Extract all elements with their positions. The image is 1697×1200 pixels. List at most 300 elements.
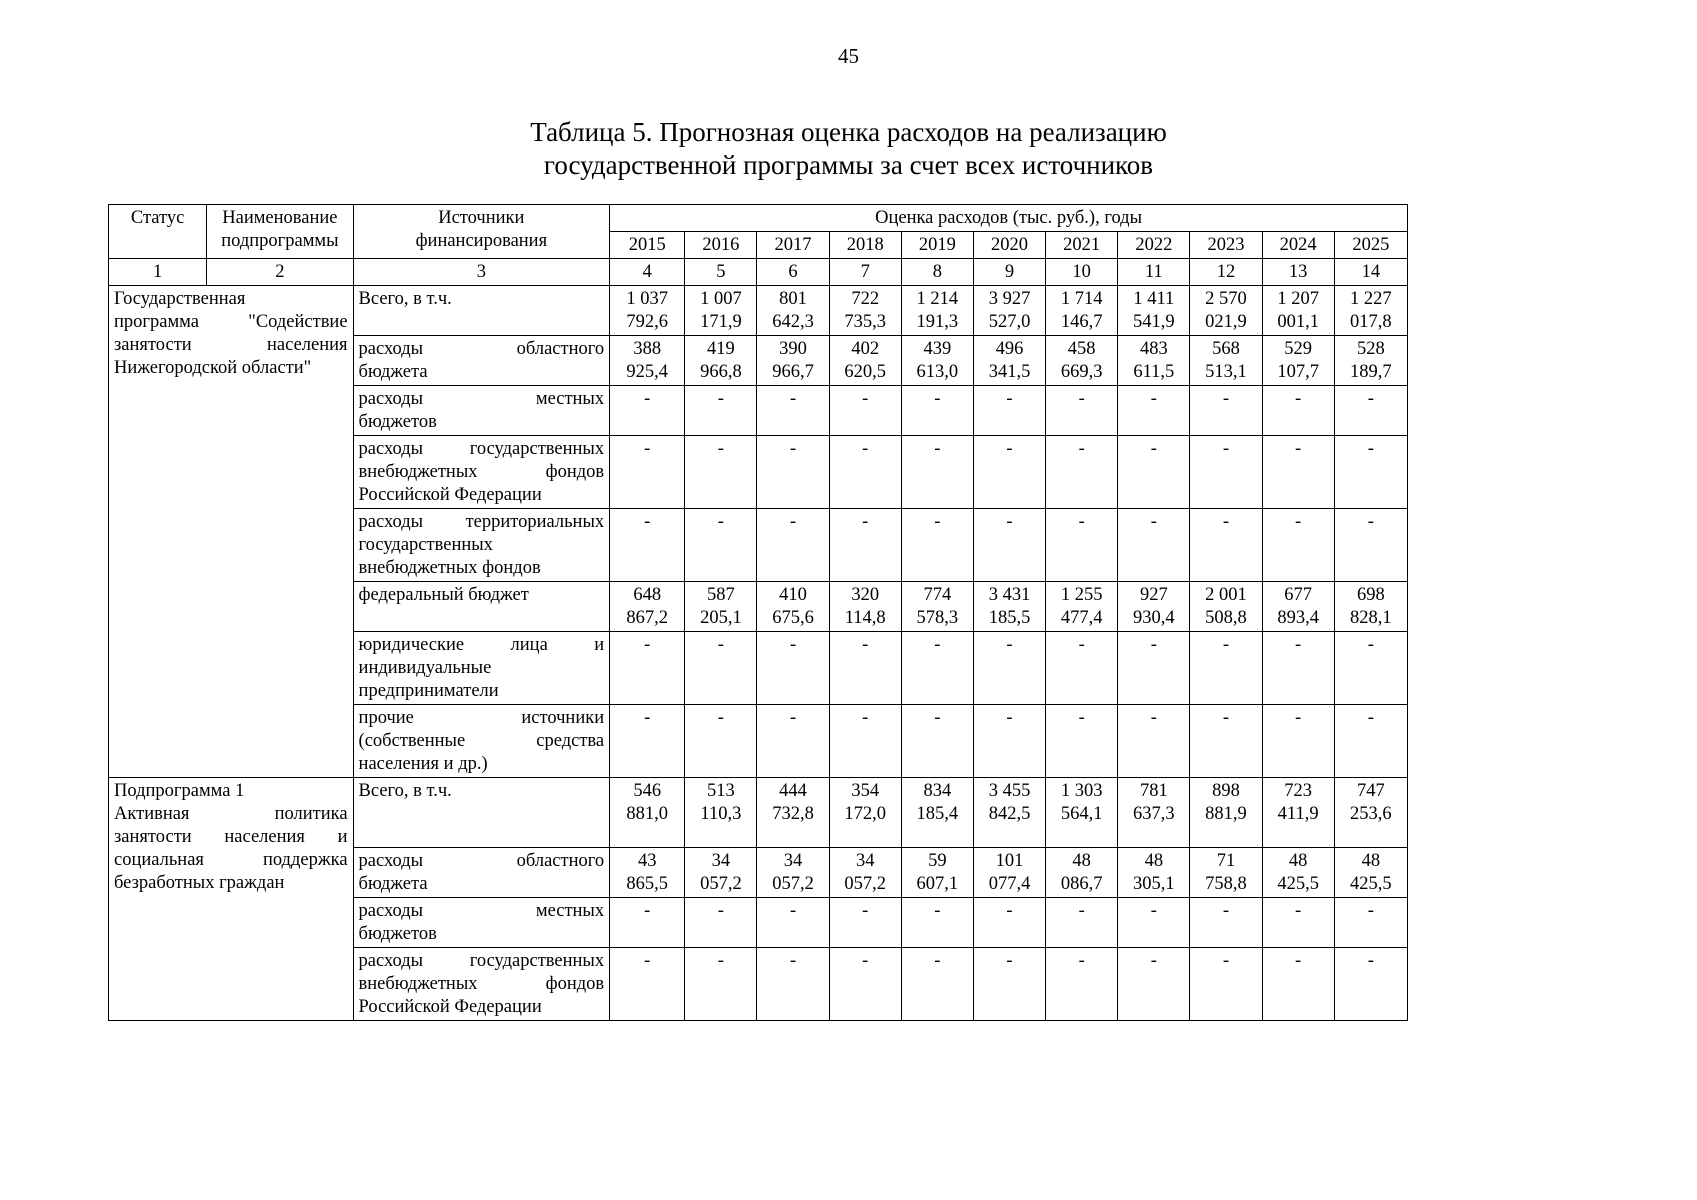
value-cell [1262,898,1334,948]
program-status-line: занятости населения и [114,827,348,847]
value-part: 172,0 [844,804,886,824]
value-part: - [717,439,724,459]
column-number: 4 [610,259,685,286]
header-sources [353,205,610,259]
value-cell [685,386,757,436]
value-cell [1118,509,1190,582]
value-cell [685,705,757,778]
value-cell [685,436,757,509]
value-cell [901,582,973,632]
value-cell [610,898,685,948]
value-cell [610,632,685,705]
value-cell [1334,582,1407,632]
value-cell [901,778,973,848]
value-cell [1190,778,1262,848]
value-cell [1334,286,1407,336]
value-part: 834 [923,781,952,801]
value-part: 057,2 [772,874,814,894]
value-part: 001,1 [1277,312,1319,332]
value-part: - [717,901,724,921]
value-part: 48 [1072,851,1091,871]
value-part: - [862,512,869,532]
table-body [109,286,1408,1021]
value-part: 675,6 [772,608,814,628]
header-year: 2023 [1190,232,1262,259]
value-cell [1262,386,1334,436]
value-part: 458 [1067,339,1096,359]
value-part: 735,3 [844,312,886,332]
value-part: - [934,951,941,971]
value-part: - [934,901,941,921]
value-part: 101 [995,851,1024,871]
value-part: 057,2 [700,874,742,894]
value-part: 587 [707,585,735,605]
value-cell [829,509,901,582]
funding-source-line: предприниматели [358,681,499,701]
value-part: - [1006,635,1013,655]
value-cell [1046,705,1118,778]
value-cell [1118,582,1190,632]
column-number: 14 [1334,259,1407,286]
header-year: 2015 [610,232,685,259]
column-number: 3 [353,259,610,286]
value-part: 59 [928,851,947,871]
value-part: 927 [1139,585,1168,605]
header-row [109,205,1408,232]
value-part: - [1295,901,1302,921]
value-part: - [717,389,724,409]
value-cell [757,632,829,705]
funding-source-line: Российской Федерации [358,485,542,505]
value-part: 320 [851,585,880,605]
table-row [109,778,1408,848]
value-part: 513,1 [1205,362,1247,382]
value-part: 021,9 [1205,312,1247,332]
value-part: 341,5 [988,362,1031,382]
value-cell [1046,509,1118,582]
value-cell [1262,336,1334,386]
value-part: - [1367,951,1374,971]
value-part: 893,4 [1277,608,1319,628]
funding-source-line: расходы государственных [358,951,605,971]
funding-source-cell [353,336,610,386]
value-part: - [862,708,869,728]
value-part: 677 [1284,585,1312,605]
value-cell [973,898,1045,948]
value-cell [901,898,973,948]
value-cell [829,336,901,386]
value-cell [1046,948,1118,1021]
value-cell [1046,286,1118,336]
value-part: 3 455 [988,781,1031,801]
funding-source-line: Всего, в т.ч. [358,781,452,801]
value-cell [1118,436,1190,509]
value-part: - [1222,512,1230,532]
value-cell [829,436,901,509]
value-part: - [1150,708,1157,728]
value-part: 114,8 [844,608,886,628]
value-cell [901,336,973,386]
value-cell [757,336,829,386]
funding-source-cell [353,436,610,509]
value-cell [685,848,757,898]
value-cell [1190,948,1262,1021]
value-cell [610,582,685,632]
header-subprogram-name [207,205,353,259]
value-cell [1118,632,1190,705]
value-part: 189,7 [1350,362,1392,382]
funding-source-line: Российской Федерации [358,997,542,1017]
value-part: 3 927 [988,289,1031,309]
value-part: - [1150,901,1157,921]
value-cell [610,336,685,386]
value-cell [610,705,685,778]
value-part: - [934,389,941,409]
value-cell [610,948,685,1021]
value-part: 607,1 [916,874,959,894]
value-part: - [717,708,724,728]
value-cell [1046,848,1118,898]
funding-source-line: внебюджетных фондов [358,974,605,994]
funding-source-cell [353,286,610,336]
value-part: - [1367,439,1374,459]
value-part: - [862,635,869,655]
value-cell [973,632,1045,705]
funding-source-line: расходы местных [358,901,605,921]
value-part: 439 [923,339,952,359]
value-part: - [1367,635,1374,655]
value-part: 2 001 [1205,585,1247,605]
funding-source-line: внебюджетных фондов [358,558,541,578]
funding-source-line: Всего, в т.ч. [358,289,452,309]
header-subprogram-name-line: подпрограммы [221,231,339,251]
value-part: - [1150,951,1157,971]
value-part: - [1150,512,1157,532]
header-year: 2018 [829,232,901,259]
value-part: 444 [779,781,807,801]
value-cell [1046,898,1118,948]
value-part: 513 [707,781,735,801]
value-cell [1118,778,1190,848]
value-part: 613,0 [916,362,959,382]
column-number: 6 [757,259,829,286]
value-cell [685,898,757,948]
value-cell [1046,632,1118,705]
value-part: 34 [855,851,875,871]
value-cell [757,778,829,848]
value-part: 723 [1284,781,1312,801]
funding-source-cell [353,898,610,948]
value-part: - [1078,901,1085,921]
value-part: 1 303 [1060,781,1103,801]
value-cell [1262,948,1334,1021]
value-cell [1046,582,1118,632]
value-part: - [1295,708,1302,728]
header-subprogram-name-line: Наименование [222,208,338,228]
value-part: 1 207 [1277,289,1319,309]
value-cell [1262,778,1334,848]
value-part: 774 [923,585,952,605]
value-part: 758,8 [1205,874,1247,894]
value-cell [610,386,685,436]
funding-source-line: прочие источники [358,708,605,728]
funding-source-cell [353,848,610,898]
value-part: 930,4 [1133,608,1175,628]
value-cell [1118,286,1190,336]
value-part: - [717,512,724,532]
value-part: 1 214 [916,289,959,309]
funding-source-cell [353,509,610,582]
value-part: - [789,708,797,728]
value-cell [1334,386,1407,436]
funding-source-cell [353,948,610,1021]
column-number: 5 [685,259,757,286]
value-part: 086,7 [1060,874,1103,894]
value-part: 34 [711,851,731,871]
funding-source-line: бюджетов [358,924,437,944]
value-part: 107,7 [1277,362,1319,382]
value-part: 483 [1139,339,1168,359]
column-numbers-row [109,259,1408,286]
value-part: - [644,512,651,532]
value-part: - [789,512,797,532]
value-part: 747 [1356,781,1385,801]
value-cell [1262,705,1334,778]
value-cell [901,509,973,582]
value-cell [1190,632,1262,705]
value-cell [901,948,973,1021]
funding-source-line: расходы территориальных [358,512,605,532]
value-part: 185,4 [916,804,959,824]
column-number: 10 [1046,259,1118,286]
value-part: 305,1 [1133,874,1175,894]
value-part: 867,2 [626,608,669,628]
value-cell [1190,898,1262,948]
value-cell [1334,632,1407,705]
program-status-line: Подпрограмма 1 [114,781,245,801]
value-part: 48 [1144,851,1164,871]
value-part: 1 255 [1060,585,1103,605]
value-part: - [1006,901,1013,921]
value-part: 648 [633,585,662,605]
value-part: 146,7 [1060,312,1103,332]
value-part: 48 [1288,851,1308,871]
value-part: 1 227 [1350,289,1392,309]
funding-source-line: государственных [358,535,493,555]
value-cell [610,436,685,509]
value-cell [610,848,685,898]
value-cell [1334,948,1407,1021]
program-status-line: социальная поддержка [114,850,348,870]
program-status-line: Государственная [114,289,246,309]
table-title [0,116,1697,182]
value-cell [973,582,1045,632]
value-part: - [1295,389,1302,409]
value-cell [1190,705,1262,778]
value-part: - [644,708,651,728]
value-part: - [789,439,797,459]
value-part: 669,3 [1060,362,1103,382]
value-cell [1262,286,1334,336]
value-part: 425,5 [1277,874,1319,894]
value-part: 402 [851,339,880,359]
value-part: 354 [851,781,880,801]
header-year: 2016 [685,232,757,259]
value-part: 410 [779,585,807,605]
value-part: 781 [1139,781,1168,801]
funding-source-cell [353,582,610,632]
column-number: 1 [109,259,207,286]
table-row [109,286,1408,336]
value-cell [973,386,1045,436]
value-part: 1 714 [1060,289,1103,309]
value-cell [1334,436,1407,509]
value-part: - [644,635,651,655]
value-part: - [789,951,797,971]
value-part: 185,5 [988,608,1031,628]
value-part: 541,9 [1133,312,1175,332]
value-part: - [1222,901,1230,921]
value-part: - [717,635,724,655]
funding-source-line: бюджетов [358,412,437,432]
value-part: 732,8 [772,804,814,824]
value-part: - [934,635,941,655]
funding-source-line: расходы местных [358,389,605,409]
value-part: 71 [1216,851,1236,871]
value-cell [1046,336,1118,386]
value-part: 568 [1212,339,1240,359]
value-part: 419 [707,339,735,359]
value-part: - [1150,439,1157,459]
value-part: - [862,439,869,459]
value-cell [1046,436,1118,509]
value-cell [1046,778,1118,848]
value-part: 881,0 [626,804,669,824]
value-cell [685,632,757,705]
value-part: 898 [1212,781,1240,801]
column-number: 7 [829,259,901,286]
program-status-line: Нижегородской области" [114,358,312,378]
value-part: - [934,439,941,459]
value-part: 722 [851,289,880,309]
funding-source-line: юридические лица и [358,635,605,655]
value-cell [829,705,901,778]
header-sources-line: Источники [438,208,525,228]
program-status-line: безработных граждан [114,873,285,893]
value-cell [829,898,901,948]
table-title-line: Таблица 5. Прогнозная оценка расходов на реализацию [530,117,1167,147]
value-cell [1046,386,1118,436]
value-cell [901,436,973,509]
value-cell [757,848,829,898]
value-cell [757,509,829,582]
program-status-cell [109,286,354,778]
value-cell [829,386,901,436]
value-part: 637,3 [1133,804,1175,824]
value-part: 017,8 [1350,312,1392,332]
value-part: 110,3 [700,804,742,824]
value-part: 2 570 [1205,289,1247,309]
value-cell [610,509,685,582]
value-cell [1334,898,1407,948]
funding-source-line: бюджета [358,362,428,382]
column-number: 13 [1262,259,1334,286]
value-part: - [644,951,651,971]
value-part: 390 [779,339,807,359]
funding-source-cell [353,632,610,705]
value-part: - [1295,439,1302,459]
value-part: 792,6 [626,312,669,332]
value-cell [1190,336,1262,386]
value-part: 496 [995,339,1024,359]
header-status: Статус [109,205,207,259]
funding-source-line: расходы государственных [358,439,605,459]
value-cell [1334,509,1407,582]
value-part: - [789,901,797,921]
value-part: 191,3 [916,312,959,332]
header-year: 2022 [1118,232,1190,259]
value-cell [685,778,757,848]
value-part: 057,2 [844,874,886,894]
value-cell [685,286,757,336]
funding-source-line: расходы областного [358,851,605,871]
value-cell [757,286,829,336]
value-cell [901,705,973,778]
value-cell [973,705,1045,778]
column-number: 9 [973,259,1045,286]
value-part: 578,3 [916,608,959,628]
value-part: - [644,901,651,921]
value-part: - [1006,951,1013,971]
value-cell [973,436,1045,509]
value-part: - [789,635,797,655]
funding-source-line: федеральный бюджет [358,585,529,605]
value-cell [829,286,901,336]
value-cell [973,848,1045,898]
value-part: 34 [783,851,803,871]
value-part: - [1006,439,1013,459]
value-cell [1190,286,1262,336]
value-part: 529 [1284,339,1312,359]
funding-source-line: внебюджетных фондов [358,462,605,482]
value-part: 865,5 [626,874,669,894]
value-cell [610,286,685,336]
header-year: 2019 [901,232,973,259]
value-part: 620,5 [844,362,886,382]
value-part: - [1078,389,1085,409]
value-part: - [789,389,797,409]
value-cell [973,509,1045,582]
funding-source-line: (собственные средства [358,731,605,751]
column-number: 11 [1118,259,1190,286]
value-part: - [1078,439,1085,459]
value-cell [1190,848,1262,898]
value-cell [1118,705,1190,778]
value-part: - [1367,389,1374,409]
funding-source-line: индивидуальные [358,658,492,678]
column-number: 8 [901,259,973,286]
value-part: - [1295,951,1302,971]
value-part: - [1367,708,1374,728]
value-part: 43 [637,851,657,871]
value-part: 881,9 [1205,804,1247,824]
value-part: 546 [633,781,662,801]
value-cell [829,582,901,632]
value-part: - [1295,512,1302,532]
header-year: 2025 [1334,232,1407,259]
value-part: 966,8 [700,362,742,382]
header-year: 2021 [1046,232,1118,259]
